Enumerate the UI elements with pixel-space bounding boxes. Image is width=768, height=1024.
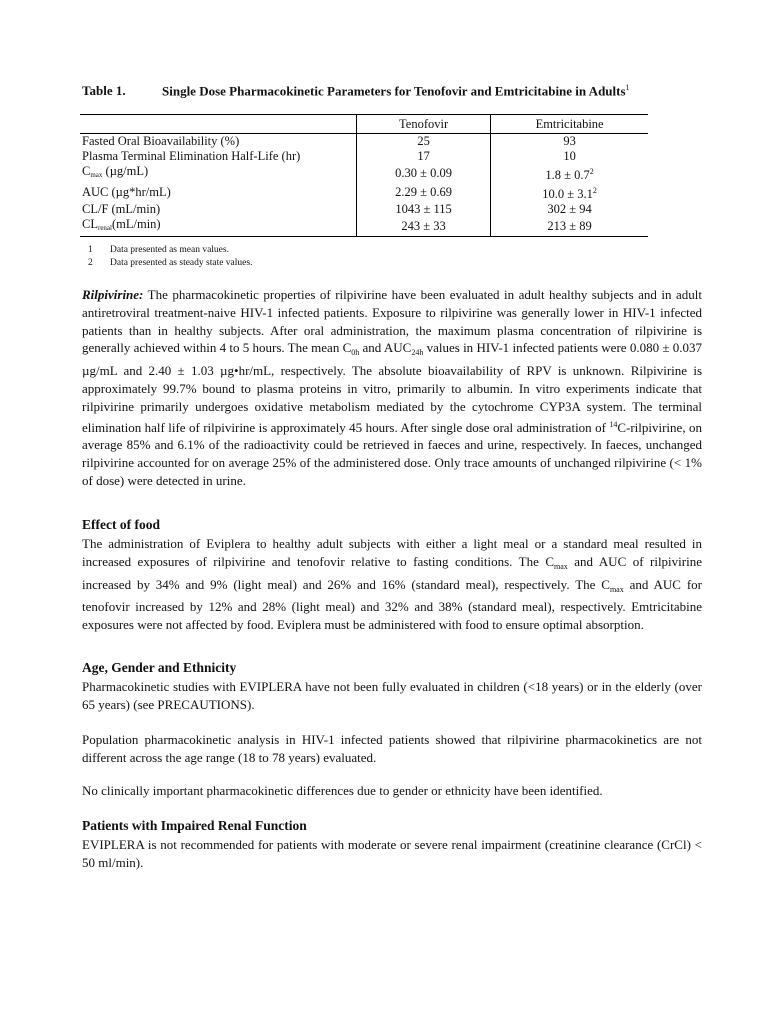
rilpivirine-lead: Rilpivirine:	[82, 287, 144, 302]
age-paragraph-2: Population pharmacokinetic analysis in HIV-1 infected patients showed that rilpivirine pharmacokinetics are not different across the age range (18 to 78 years) evaluated.	[82, 732, 702, 765]
table-caption-footnote-ref: 1	[625, 83, 630, 92]
row-label-rest: (mL/min)	[111, 217, 161, 231]
footnote-number: 2	[88, 258, 93, 268]
footnote-text: Data presented as steady state values.	[110, 258, 253, 268]
tenofovir-value: 243 ± 33	[357, 217, 491, 237]
rilpivirine-subscript-2: 24h	[411, 348, 424, 358]
age-paragraph-1: Pharmacokinetic studies with EVIPLERA have not been fully evaluated in children (<18 years) or in the elderly (over 65 years) (see PRECAUTIONS).	[82, 679, 702, 712]
emtricitabine-value	[491, 183, 648, 202]
row-label	[80, 164, 357, 183]
food-subscript-2: max	[609, 584, 624, 594]
food-text-2: and AUC of rilpivirine increased by 34% and 9% (light meal) and 26% and 16% (standard meal), respectively. The C	[82, 553, 702, 592]
food-subscript-1: max	[554, 561, 568, 571]
row-label: CL/F (mL/min)	[82, 202, 161, 216]
table-footnotes	[88, 244, 252, 270]
row-label-subscript: renal	[97, 224, 112, 232]
heading-effect-of-food: Effect of food	[82, 517, 160, 532]
heading-age-gender-ethnicity: Age, Gender and Ethnicity	[82, 660, 237, 675]
food-text-3: and AUC for tenofovir increased by 12% and 28% (light meal) and 32% and 38% (standard meal), respectively. Emtricitabine exposures were not affected by food. Eviplera must be administered with food to ensure optimal absorption.	[82, 576, 702, 633]
table-header-tenofovir: Tenofovir	[357, 115, 491, 134]
rilpivirine-superscript: 14	[609, 419, 618, 429]
emtricitabine-value: 302 ± 94	[491, 202, 648, 217]
row-label: Plasma Terminal Elimination Half-Life (hr)	[82, 149, 301, 163]
table-row	[80, 202, 648, 217]
row-label-main: CL	[82, 217, 98, 231]
table-header-emtricitabine: Emtricitabine	[491, 115, 648, 134]
emtricitabine-value-text: 10.0 ± 3.1	[542, 187, 593, 201]
emtricitabine-value	[491, 164, 648, 183]
table-caption-title: Single Dose Pharmacokinetic Parameters for Tenofovir and Emtricitabine in Adults	[162, 83, 626, 99]
table-row	[80, 149, 648, 164]
footnote	[88, 244, 252, 257]
emtricitabine-value: 213 ± 89	[491, 217, 648, 237]
emtricitabine-footnote-ref: 2	[592, 186, 597, 195]
rilpivirine-paragraph	[82, 286, 702, 490]
emtricitabine-value: 93	[491, 134, 648, 150]
renal-paragraph: EVIPLERA is not recommended for patients with moderate or severe renal impairment (creatinine clearance (CrCl) < 50 ml/min).	[82, 837, 702, 870]
rilpivirine-text-4: C-rilpivirine, on average 85% and 6.1% of the radioactivity could be retrieved in faeces and urine, respectively. In faeces, unchanged rilpivirine accounted for on average 25% of the administered dose. Only trace amounts of unchanged rilpivirine (< 1% of dose) were detected in urine.	[82, 419, 702, 488]
table-header-empty	[80, 115, 357, 134]
table-row	[80, 217, 648, 237]
food-text-1: The administration of Eviplera to healthy adult subjects with either a light meal or a standard meal resulted in increased exposures of rilpivirine and tenofovir relative to fasting conditions. The C	[82, 536, 702, 569]
footnote-text: Data presented as mean values.	[110, 245, 229, 255]
tenofovir-value: 0.30 ± 0.09	[357, 164, 491, 183]
pharmacokinetic-table	[80, 114, 648, 237]
row-label: Fasted Oral Bioavailability (%)	[82, 134, 240, 148]
tenofovir-value: 2.29 ± 0.69	[357, 183, 491, 202]
table-caption-label: Table 1.	[82, 83, 126, 99]
row-label	[80, 217, 357, 237]
table-row	[80, 134, 648, 150]
food-paragraph	[82, 535, 702, 634]
emtricitabine-footnote-ref: 2	[589, 167, 594, 176]
row-label-main: C	[82, 164, 91, 178]
tenofovir-value: 25	[357, 134, 491, 150]
footnote-number: 1	[88, 245, 93, 255]
rilpivirine-subscript-1: 0h	[351, 348, 360, 358]
table-row	[80, 183, 648, 202]
footnote	[88, 257, 252, 270]
heading-impaired-renal-function: Patients with Impaired Renal Function	[82, 818, 307, 833]
tenofovir-value: 1043 ± 115	[357, 202, 491, 217]
emtricitabine-value-text: 1.8 ± 0.7	[545, 168, 590, 182]
table-row	[80, 164, 648, 183]
rilpivirine-text-1: The pharmacokinetic properties of rilpivirine have been evaluated in adult healthy subjects and in adult antiretroviral treatment-naive HIV-1 infected patients. Exposure to rilpivirine was generally lower in HIV-1 infected patients than in healthy subjects. After oral administration, the maximum plasma concentration of rilpivirine is generally achieved within 4 to 5 hours. The mean C	[82, 287, 702, 356]
table-caption	[82, 83, 682, 99]
rilpivirine-text-2: and AUC	[359, 340, 412, 356]
age-paragraph-3: No clinically important pharmacokinetic differences due to gender or ethnicity have been identified.	[82, 783, 603, 798]
row-label-subscript: max	[90, 171, 103, 179]
tenofovir-value: 17	[357, 149, 491, 164]
row-label: AUC (µg*hr/mL)	[82, 185, 171, 199]
table-header-row	[80, 115, 648, 134]
row-label-rest: (µg/mL)	[102, 164, 149, 178]
rilpivirine-text-3: values in HIV-1 infected patients were 0.080 ± 0.037 µg/mL and 2.40 ± 1.03 µg•hr/mL, respectively. The absolute bioavailability of RPV is unknown. Rilpivirine is approximately 99.7% bound to plasma proteins in vitro, primarily to albumin. In vitro experiments indicate that rilpivirine primarily undergoes oxidative metabolism mediated by the cytochrome CYP3A system. The terminal elimination half life of rilpivirine is approximately 45 hours. After single dose oral administration of	[82, 340, 702, 435]
emtricitabine-value: 10	[491, 149, 648, 164]
